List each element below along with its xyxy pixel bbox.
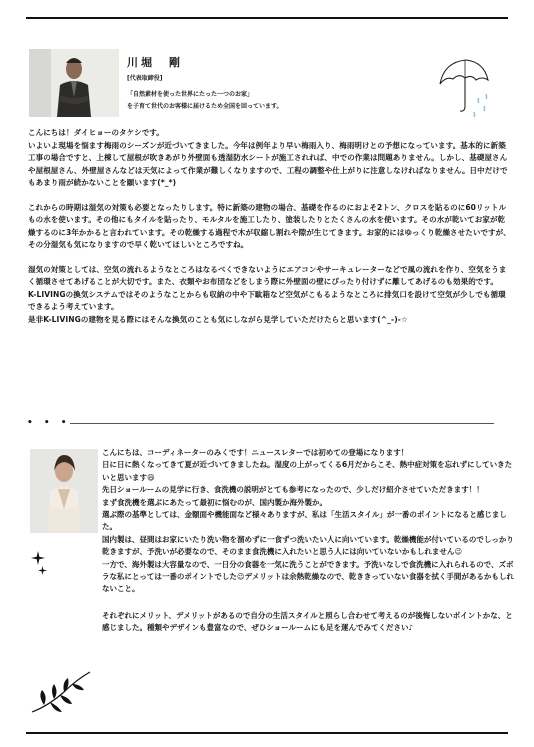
tagline-line: 「自然素材を使った世界にたった一つのお家」 bbox=[127, 91, 254, 98]
section1-paragraph: 湿気の対策としては、空気の流れるようなところはなるべくできないようにエアコンやサーキュレーターなどで風の流れを作り、空気をうまく循環させてあげることが大切です。また、衣類やお布団などをしまう際に外壁面の壁にぴったり付けずに離してあげるのも効果的です。 K-LIVINGの換気システムではそのようなことからも収納の中や下駄箱など空気がこもるようなところに排気口を設けて空気が少しでも循環できるよう考えています。 是非K-LIVINGの建物を見る際にはそんな換気のことも気にしながら見学していただけたらと思います(^_-)-☆ bbox=[28, 264, 507, 324]
ceo-photo bbox=[29, 49, 119, 117]
tagline-line: を子育て世代のお客様に届けるため全国を回っています。 bbox=[127, 103, 283, 110]
sparkle-icon bbox=[38, 566, 47, 575]
section2-paragraph: こんにちは、コーディネーターのみくです！ニュースレターでは初めての登場になります！ 日に日に熱くなってきて夏が近づいてきましたね。湿度の上がってくる6月だからこそ、熱中症対策を忘れずにしていきたいと思います😄 先日ショールームの見学に行き、食洗機の説明がとても参考になったので、少しだけ紹介させていただきます！！ まず食洗機を選ぶにあたって最初に悩むのが、国内製か海外製か。 選ぶ際の基準としては、金額面や機能面など様々ありますが、私は「生活スタイル」が一番のポイントになると感じました。 国内製は、昼間はお家にいたり洗い物を溜めずに一食ずつ洗いたい人に向いています。乾燥機能が付いているのでしっかり乾きますが、予洗いが必要なので、そのまま食洗機に入れたいと思う人には向いていないかもしれません😉 一方で、海外製は大容量なので、一日分の食器を一気に洗うことができます。予洗いなしで食洗機に入れられるので、ズボラな私にとっては一番のポイントでした😉デメリットは余熱乾燥なので、乾ききっていない食器を拭く手間があるかもしれないこと。 bbox=[102, 448, 514, 594]
coordinator-photo bbox=[30, 449, 98, 533]
divider-dots: • • • bbox=[27, 418, 71, 428]
section1-paragraph: これからの時期は湿気の対策も必要となったりします。特に新築の建物の場合、基礎を作るのにおよそ2トン、クロスを貼るのに60リットルもの水を使います。その他にもタイルを貼ったり、モルタルを施工したり、塗装したりとたくさんの水を使います。その水が乾いてお家が乾燥するのに3年かかると言われています。その乾燥する過程で木が収縮し割れや隙が生じてきます。お家的にはゆっくり乾燥させたいですが、その分湿気も気になりますので早く乾いてほしいところですね。 bbox=[28, 202, 511, 249]
ceo-name: 川堀 剛 bbox=[127, 56, 183, 69]
section1-paragraph: こんにちは！ダイヒョーのタケシです。 いよいよ現場を悩ます梅雨のシーズンが近づいてきました。今年は例年より早い梅雨入り、梅雨明けとの予想になっています。基本的に新築工事の場合ですと、上棟して屋根が吹きあがり外壁面も透湿防水シートが施工されれば、中での作業は問題ありません。しかし、基礎屋さんや屋根屋さん、外壁屋さんなどは天気によって作業が難しくなりますので、工程の調整や仕上がりに注意しなければなりません。日中だけでもあまり雨が続かないことを願います(*_*) bbox=[28, 128, 508, 187]
section2-body bbox=[102, 447, 514, 635]
sparkle-icon bbox=[31, 551, 45, 565]
ceo-tagline bbox=[127, 89, 283, 113]
ceo-role: [代表取締役] bbox=[127, 75, 163, 82]
top-rule bbox=[26, 17, 508, 19]
section2-paragraph: それぞれにメリット、デメリットがあるので自分の生活スタイルと照らし合わせて考えるのが後悔しないポイントかな、と感じました。種類やデザインも豊富なので、ぜひショールームにも足を運んでみてください♪ bbox=[102, 610, 513, 633]
divider-line bbox=[70, 423, 494, 424]
umbrella-icon bbox=[432, 54, 492, 126]
bottom-rule bbox=[26, 732, 508, 734]
leaf-sprig-icon bbox=[28, 666, 96, 716]
section1-body bbox=[28, 127, 512, 326]
